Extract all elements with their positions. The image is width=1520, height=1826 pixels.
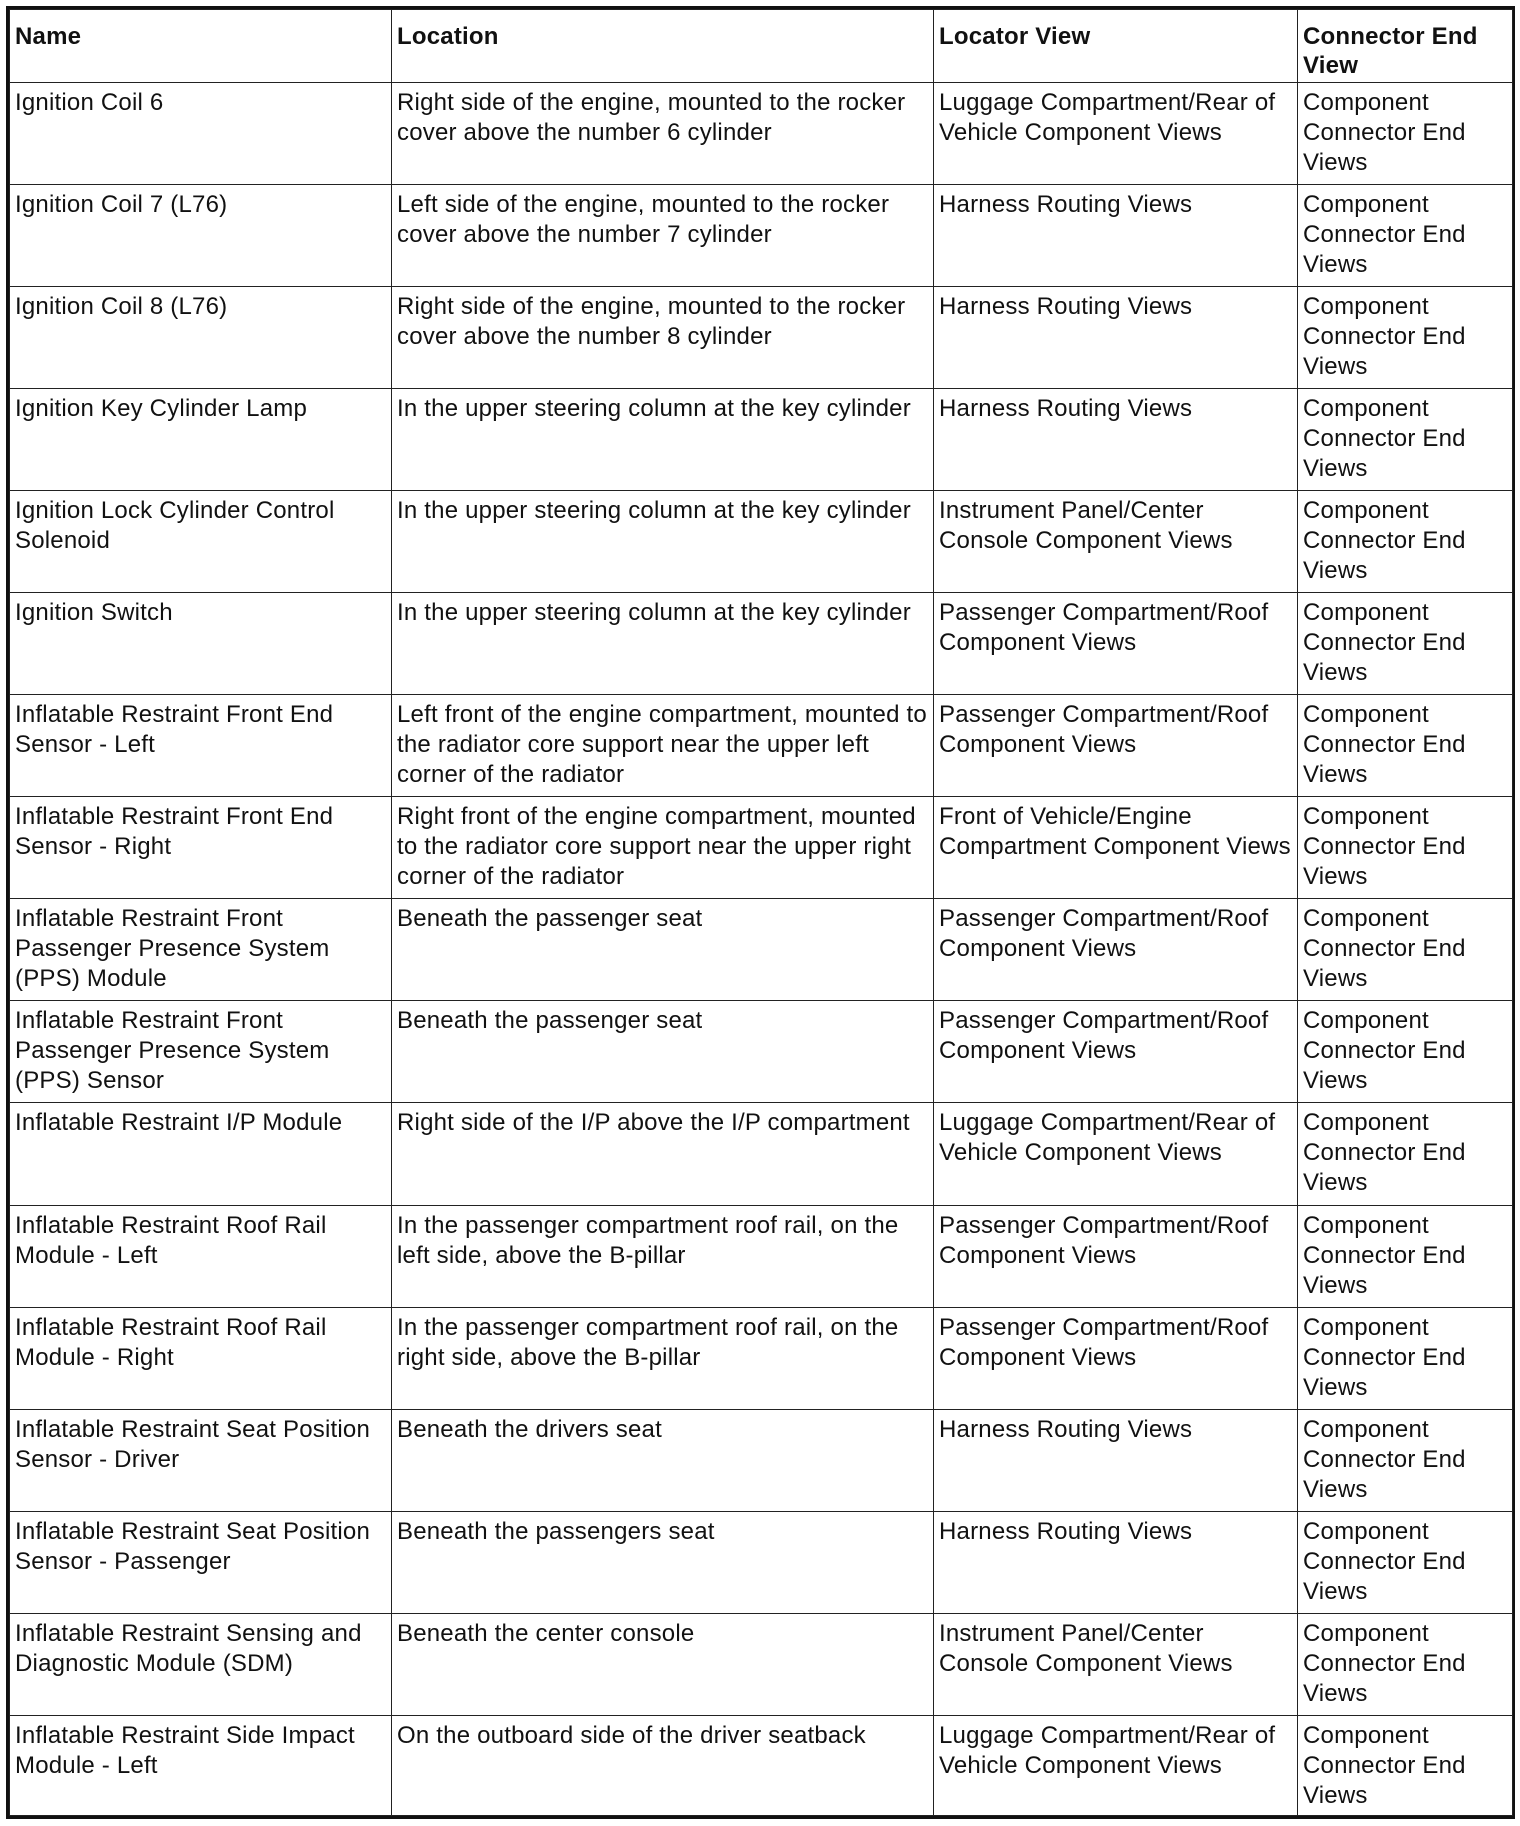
cell-location: In the upper steering column at the key cylinder	[392, 389, 934, 491]
cell-connector-end-view: Component Connector End Views	[1298, 1409, 1513, 1511]
cell-connector-end-view: Component Connector End Views	[1298, 1511, 1513, 1613]
component-locator-table	[9, 9, 1513, 1816]
cell-location: In the upper steering column at the key cylinder	[392, 491, 934, 593]
cell-name: Ignition Coil 7 (L76)	[10, 185, 392, 287]
cell-locator-view: Passenger Compartment/Roof Component Views	[934, 593, 1298, 695]
cell-name: Inflatable Restraint Roof Rail Module - Left	[10, 1205, 392, 1307]
cell-name: Inflatable Restraint Front End Sensor - Left	[10, 695, 392, 797]
table-row	[10, 797, 1513, 899]
cell-name: Inflatable Restraint I/P Module	[10, 1103, 392, 1205]
table-row	[10, 1715, 1513, 1815]
table-row	[10, 899, 1513, 1001]
cell-location: Beneath the passenger seat	[392, 899, 934, 1001]
cell-connector-end-view: Component Connector End Views	[1298, 287, 1513, 389]
cell-location: Right side of the engine, mounted to the rocker cover above the number 6 cylinder	[392, 83, 934, 185]
cell-name: Inflatable Restraint Seat Position Sensor - Driver	[10, 1409, 392, 1511]
cell-locator-view: Passenger Compartment/Roof Component Views	[934, 1001, 1298, 1103]
table-row	[10, 1307, 1513, 1409]
table-row	[10, 1409, 1513, 1511]
component-locator-table-frame	[6, 6, 1515, 1819]
cell-location: Beneath the passengers seat	[392, 1511, 934, 1613]
cell-locator-view: Harness Routing Views	[934, 1511, 1298, 1613]
cell-connector-end-view: Component Connector End Views	[1298, 593, 1513, 695]
cell-locator-view: Passenger Compartment/Roof Component Views	[934, 1205, 1298, 1307]
cell-name: Inflatable Restraint Front Passenger Presence System (PPS) Sensor	[10, 1001, 392, 1103]
cell-locator-view: Passenger Compartment/Roof Component Views	[934, 1307, 1298, 1409]
cell-connector-end-view: Component Connector End Views	[1298, 185, 1513, 287]
cell-connector-end-view: Component Connector End Views	[1298, 899, 1513, 1001]
cell-locator-view: Instrument Panel/Center Console Component Views	[934, 491, 1298, 593]
cell-location: Beneath the passenger seat	[392, 1001, 934, 1103]
cell-location: Beneath the drivers seat	[392, 1409, 934, 1511]
table-row	[10, 185, 1513, 287]
cell-name: Inflatable Restraint Roof Rail Module - Right	[10, 1307, 392, 1409]
cell-name: Ignition Coil 8 (L76)	[10, 287, 392, 389]
cell-connector-end-view: Component Connector End Views	[1298, 1205, 1513, 1307]
cell-name: Inflatable Restraint Sensing and Diagnostic Module (SDM)	[10, 1613, 392, 1715]
cell-connector-end-view: Component Connector End Views	[1298, 83, 1513, 185]
table-row	[10, 389, 1513, 491]
cell-name: Ignition Key Cylinder Lamp	[10, 389, 392, 491]
cell-location: In the passenger compartment roof rail, on the right side, above the B-pillar	[392, 1307, 934, 1409]
table-row	[10, 287, 1513, 389]
cell-name: Inflatable Restraint Seat Position Sensor - Passenger	[10, 1511, 392, 1613]
header-connector-end-view: Connector End View	[1298, 10, 1513, 83]
cell-locator-view: Luggage Compartment/Rear of Vehicle Component Views	[934, 1715, 1298, 1815]
header-location: Location	[392, 10, 934, 83]
cell-connector-end-view: Component Connector End Views	[1298, 1001, 1513, 1103]
cell-location: Left front of the engine compartment, mounted to the radiator core support near the upper left corner of the radiator	[392, 695, 934, 797]
table-row	[10, 1001, 1513, 1103]
cell-locator-view: Harness Routing Views	[934, 1409, 1298, 1511]
cell-location: Left side of the engine, mounted to the rocker cover above the number 7 cylinder	[392, 185, 934, 287]
cell-location: Right side of the I/P above the I/P compartment	[392, 1103, 934, 1205]
table-row	[10, 1205, 1513, 1307]
cell-name: Ignition Coil 6	[10, 83, 392, 185]
cell-connector-end-view: Component Connector End Views	[1298, 389, 1513, 491]
cell-location: Right front of the engine compartment, mounted to the radiator core support near the upper right corner of the radiator	[392, 797, 934, 899]
table-row	[10, 83, 1513, 185]
cell-location: In the upper steering column at the key cylinder	[392, 593, 934, 695]
cell-location: On the outboard side of the driver seatback	[392, 1715, 934, 1815]
cell-location: In the passenger compartment roof rail, on the left side, above the B-pillar	[392, 1205, 934, 1307]
table-row	[10, 1613, 1513, 1715]
table-row	[10, 1511, 1513, 1613]
cell-locator-view: Harness Routing Views	[934, 389, 1298, 491]
cell-connector-end-view: Component Connector End Views	[1298, 1103, 1513, 1205]
cell-connector-end-view: Component Connector End Views	[1298, 1613, 1513, 1715]
header-row	[10, 10, 1513, 83]
table-row	[10, 1103, 1513, 1205]
cell-name: Inflatable Restraint Front Passenger Presence System (PPS) Module	[10, 899, 392, 1001]
cell-locator-view: Passenger Compartment/Roof Component Views	[934, 695, 1298, 797]
cell-location: Beneath the center console	[392, 1613, 934, 1715]
cell-connector-end-view: Component Connector End Views	[1298, 797, 1513, 899]
header-locator-view: Locator View	[934, 10, 1298, 83]
cell-name: Ignition Switch	[10, 593, 392, 695]
cell-name: Inflatable Restraint Front End Sensor - Right	[10, 797, 392, 899]
table-row	[10, 491, 1513, 593]
cell-locator-view: Harness Routing Views	[934, 185, 1298, 287]
cell-locator-view: Luggage Compartment/Rear of Vehicle Component Views	[934, 1103, 1298, 1205]
table-row	[10, 593, 1513, 695]
cell-connector-end-view: Component Connector End Views	[1298, 1307, 1513, 1409]
cell-name: Inflatable Restraint Side Impact Module - Left	[10, 1715, 392, 1815]
header-name: Name	[10, 10, 392, 83]
cell-connector-end-view: Component Connector End Views	[1298, 1715, 1513, 1815]
cell-locator-view: Luggage Compartment/Rear of Vehicle Component Views	[934, 83, 1298, 185]
cell-connector-end-view: Component Connector End Views	[1298, 695, 1513, 797]
cell-location: Right side of the engine, mounted to the rocker cover above the number 8 cylinder	[392, 287, 934, 389]
cell-name: Ignition Lock Cylinder Control Solenoid	[10, 491, 392, 593]
cell-locator-view: Instrument Panel/Center Console Component Views	[934, 1613, 1298, 1715]
cell-connector-end-view: Component Connector End Views	[1298, 491, 1513, 593]
cell-locator-view: Harness Routing Views	[934, 287, 1298, 389]
cell-locator-view: Front of Vehicle/Engine Compartment Component Views	[934, 797, 1298, 899]
table-row	[10, 695, 1513, 797]
cell-locator-view: Passenger Compartment/Roof Component Views	[934, 899, 1298, 1001]
